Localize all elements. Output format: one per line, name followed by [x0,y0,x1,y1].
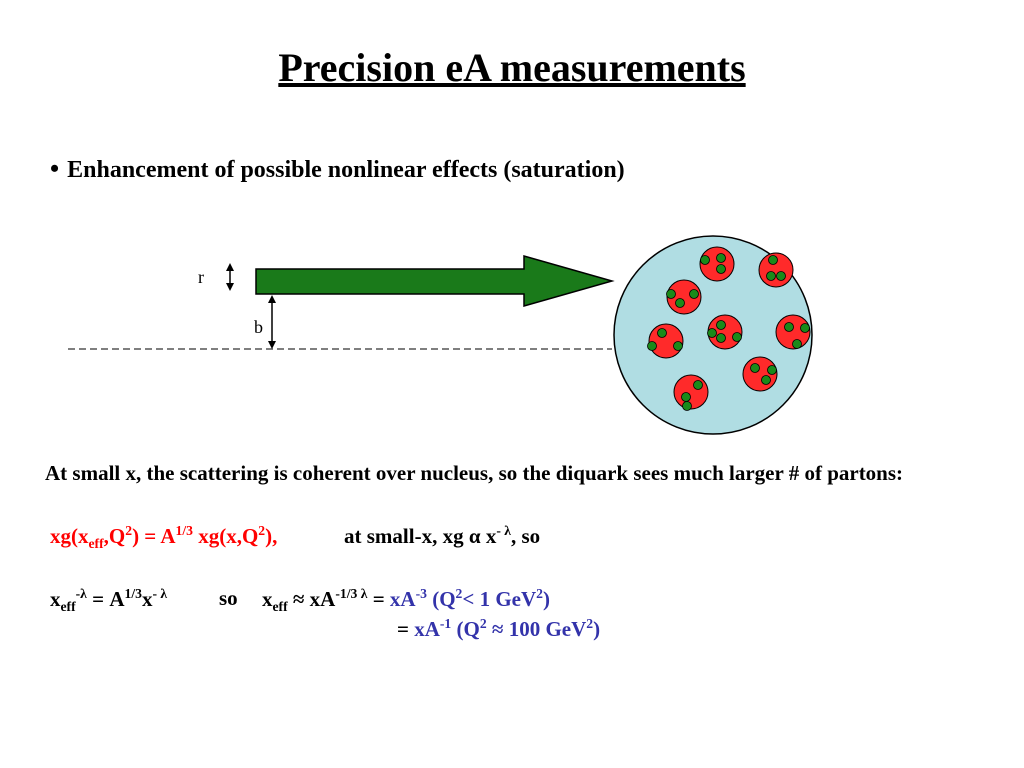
equation-2 [50,586,167,615]
nucleon [667,280,702,314]
eq2-part: = A [86,587,125,611]
eq1-sup: 1/3 [175,523,193,538]
nucleon [743,357,777,391]
eq2-blue-sup: -3 [415,586,427,601]
eq1-part: xg(x,Q [192,524,259,548]
eq2-blue-sup: 2 [536,586,543,601]
eq1-tail-part: x [480,524,497,548]
equation-1 [50,523,277,552]
eq3-blue-sup: 2 [479,616,487,631]
eq2-sub: eff [272,599,288,615]
eq3-part: = [397,617,415,641]
eq2-sup: - λ [152,586,168,601]
label-b: b [254,317,263,337]
eq2-sup: 1/3 [124,586,142,601]
eq1-tail-part: α [468,524,481,548]
eq3-blue: xA [414,617,440,641]
equation-2-mid [219,586,238,611]
bullet-text: Enhancement of possible nonlinear effects (saturation) [67,157,625,183]
eq2-sub: eff [60,599,76,615]
eq2-blue: < 1 GeV [462,587,537,611]
eq2-sup: -λ [75,586,87,601]
eq1-sup: 2 [258,523,266,538]
eq3-blue: ≈ 100 GeV [486,617,587,641]
eq2-sup: -1/3 λ [335,586,368,601]
eq2-blue: (Q [426,587,456,611]
eq1-part: ), [265,524,278,548]
bullet-dot-icon: • [50,154,60,183]
eq1-tail-part: , so [510,524,541,548]
eq1-tail-sup: - λ [496,523,511,538]
eq2-part: = [367,587,390,611]
eq3-blue: (Q [451,617,480,641]
eq2-blue: xA [389,587,416,611]
eq2-part: x [141,587,153,611]
eq2-part: x [50,587,61,611]
eq2-part: ≈ xA [287,587,336,611]
eq3-blue-sup: -1 [439,616,452,631]
eq1-tail-part: at small-x, xg [344,524,469,548]
explanation-paragraph: At small x, the scattering is coherent over nucleus, so the diquark sees much larger # of partons: [45,461,904,485]
eq1-part: xg(x [50,524,89,548]
slide-title: Precision eA measurements [278,45,746,90]
equation-3 [397,616,600,642]
r-double-arrow [226,263,234,291]
eq2-so: so [219,586,238,610]
eq1-sup: 2 [125,523,133,538]
eq2-part: x [262,587,273,611]
nucleon [700,247,734,281]
projectile-arrow [256,256,612,306]
eq2-blue: ) [542,587,550,611]
label-r: r [198,267,204,287]
eq1-part: ,Q [103,524,126,548]
eq3-blue-sup: 2 [586,616,594,631]
b-double-arrow [268,295,276,349]
equation-1-tail [344,523,540,549]
equation-2-right [262,586,550,615]
nucleon [708,315,743,349]
nucleon [759,253,793,287]
nucleon [776,315,810,349]
eq1-sub: eff [88,536,104,552]
eq2-blue-sup: 2 [455,586,463,601]
eq1-part: ) = A [132,524,176,548]
eq3-blue: ) [593,617,601,641]
